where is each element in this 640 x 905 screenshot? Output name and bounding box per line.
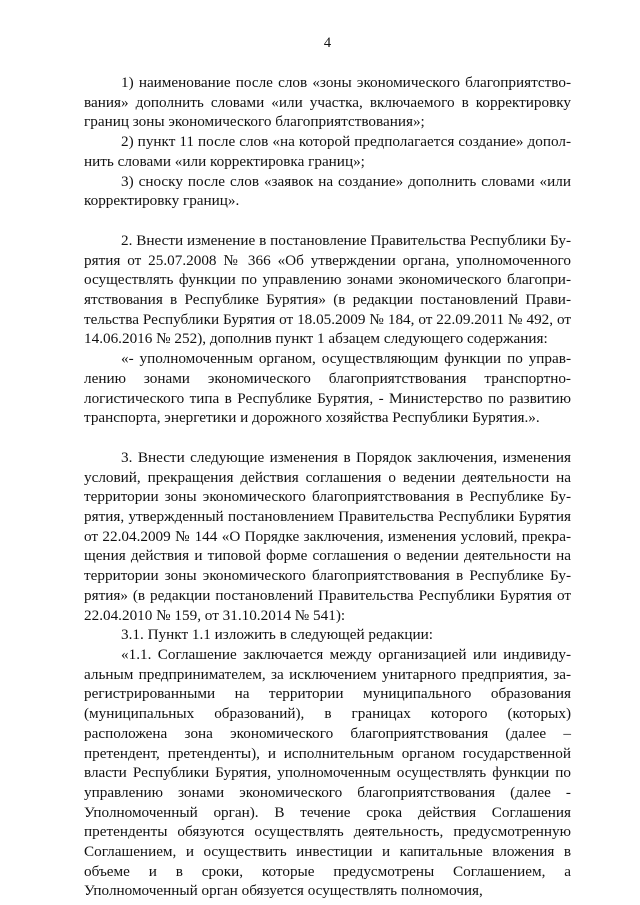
page-number: 4 [323,35,332,51]
paragraph: 3.1. Пункт 1.1 изложить в следующей редакции: [121,626,434,644]
paragraph: 2) пункт 11 после слов «на которой предполагается создание» дополнить словами «или корректировка границ»; [84,133,571,170]
paragraph: 3. Внести следующие изменения в Порядок заключения, изменения условий, прекращения действия соглашения о ведении деятельности на территории зоны экономического благоприятствования в Республике Бурятия, утвержденный постановлением Правительства Республики Бурятия от 22.04.2009 № 144 «О Порядке заключения, изменения условий, прекращения действия и типовой форме соглашения о ведении деятельности на территории зоны экономического благоприятствования в Республике Бурятия» (в редакции постановлений Правительства Республики Бурятия от 22.04.2010 № 159, от 31.10.2014 № 541): [84,448,571,624]
section-item-3 [84,448,571,901]
document-page [84,33,571,901]
section-item-2 [84,231,571,428]
paragraph: 1) наименование после слов «зоны экономического благоприятствования» дополнить словами «или участка, включаемого в корректировку границ зоны экономического благоприятствования»; [84,74,571,131]
paragraph: «- уполномоченным органом, осуществляющим функции по управлению зонами экономического благоприятствования транспортно-логистического типа в Республике Бурятия, - Министерство по развитию транспорта, энергетики и дорожного хозяйства Республики Бурятия.». [84,350,571,427]
paragraph: «1.1. Соглашение заключается между организацией или индивидуальным предпринимателем, за исключением унитарного предприятия, зарегистрированными на территории муниципального образования (муниципальных образований), в границах которого (которых) расположена зона экономического благоприятствования (далее – претендент, претенденты), и исполнительным органом государственной власти Республики Бурятия, уполномоченным осуществлять функции по управлению зонами экономического благоприятствования (далее - Уполномоченный орган). В течение срока действия Соглашения претенденты обязуются осуществлять деятельность, предусмотренную Соглашением, и осуществить инвестиции и капитальные вложения в объеме и в сроки, которые предусмотрены Соглашением, а Уполномоченный орган обязуется осуществлять полномочия, [84,645,571,900]
section-amendments-1 [84,73,571,211]
paragraph: 3) сноску после слов «заявок на создание» дополнить словами «или корректировку границ». [84,172,571,210]
paragraph: 2. Внести изменение в постановление Правительства Республики Бурятия от 25.07.2008 № 366 «Об утверждении органа, уполномоченного осуществлять функции по управлению зонами экономического благоприятствования в Республике Бурятия» (в редакции постановлений Правительства Республики Бурятия от 18.05.2009 № 184, от 22.09.2011 № 492, от 14.06.2016 № 252), дополнив пункт 1 абзацем следующего содержания: [84,231,571,348]
